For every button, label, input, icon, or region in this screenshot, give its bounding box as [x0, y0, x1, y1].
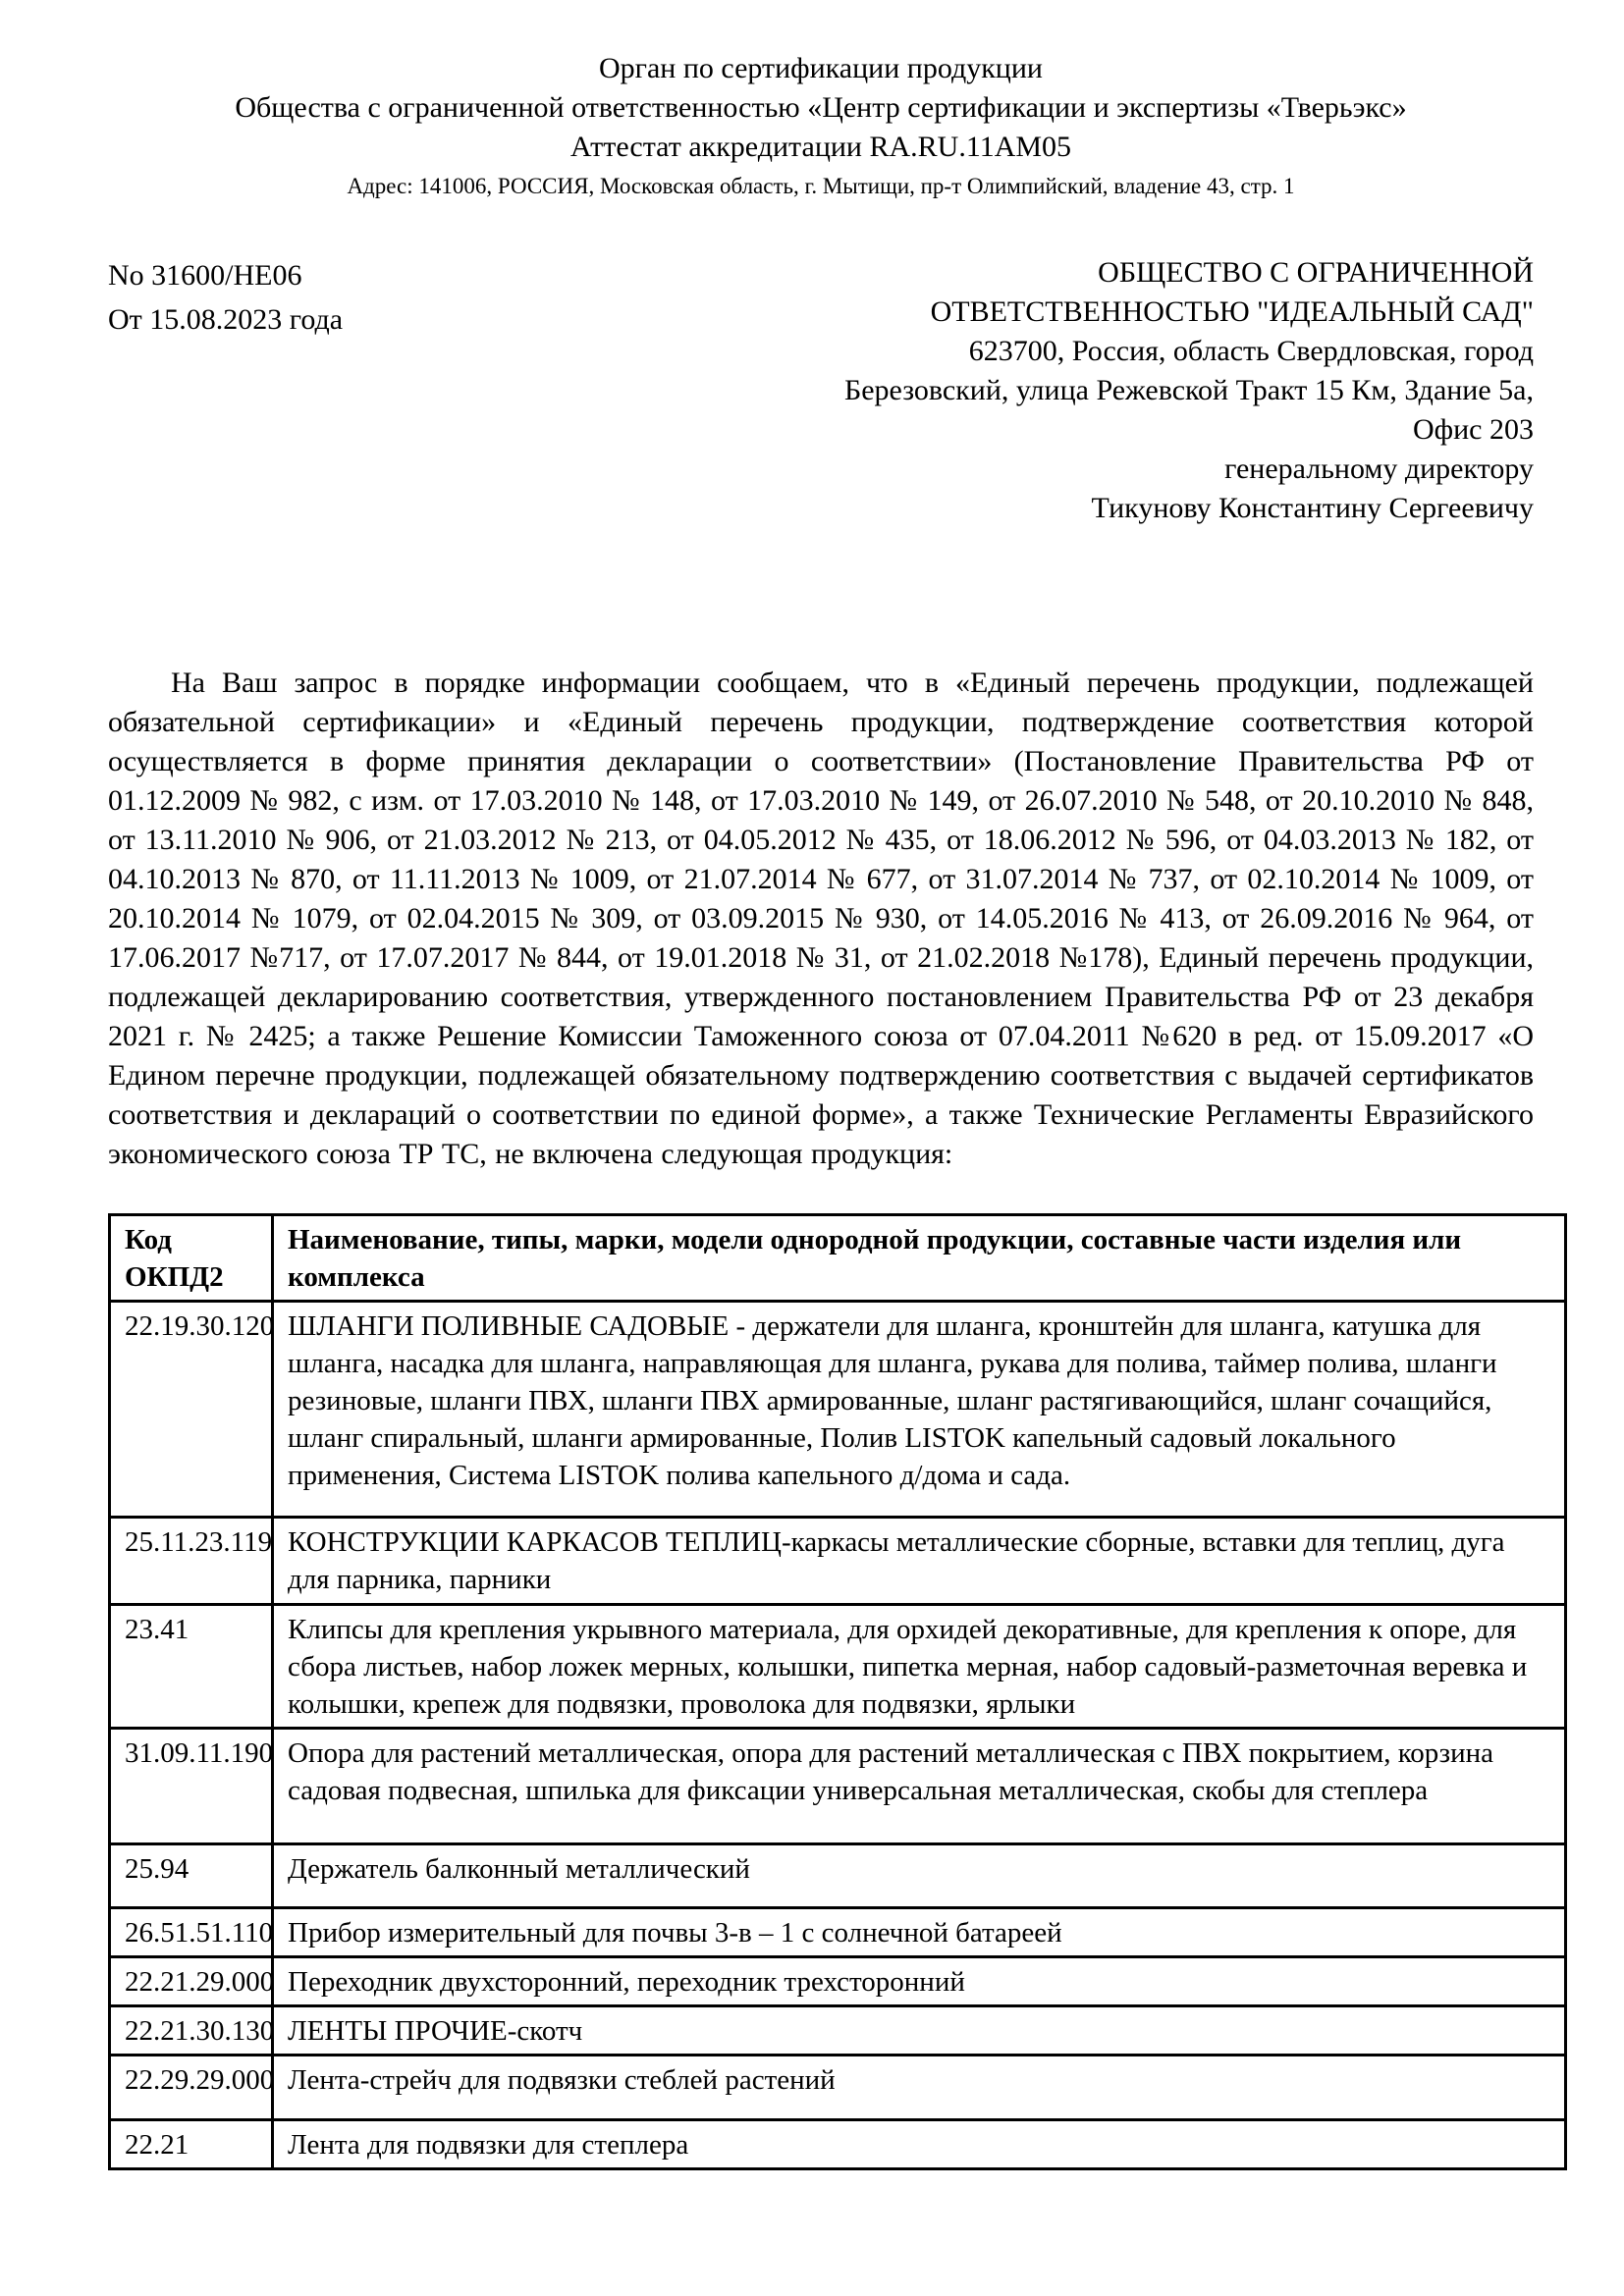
product-code: 25.11.23.119	[110, 1518, 273, 1605]
product-name: Переходник двухсторонний, переходник трехсторонний	[273, 1957, 1566, 2006]
letterhead-accreditation: Аттестат аккредитации RA.RU.11АМ05	[569, 131, 1072, 163]
recipient-line: Тикунову Константину Сергеевичу	[1091, 492, 1534, 524]
product-name: Прибор измерительный для почвы 3-в – 1 с солнечной батареей	[273, 1908, 1566, 1957]
product-name: Лента-стрейч для подвязки стеблей растений	[273, 2056, 1566, 2120]
product-code: 22.19.30.120	[110, 1302, 273, 1518]
column-header-code: Код ОКПД2	[110, 1215, 273, 1302]
product-code: 22.21.29.000	[110, 1957, 273, 2006]
product-name: ЛЕНТЫ ПРОЧИЕ-скотч	[273, 2006, 1566, 2056]
body-paragraph: На Ваш запрос в порядке информации сообщаем, что в «Единый перечень продукции, подлежащей обязательной сертификации» и «Единый перечень продукции, подтверждение соответствия которой осуществляется в форме принятия декларации о соответствии» (Постановление Правительства РФ от 01.12.2009 № 982, с изм. от 17.03.2010 № 148, от 17.03.2010 № 149, от 26.07.2010 № 548, от 20.10.2010 № 848, от 13.11.2010 № 906, от 21.03.2012 № 213, от 04.05.2012 № 435, от 18.06.2012 № 596, от 04.03.2013 № 182, от 04.10.2013 № 870, от 11.11.2013 № 1009, от 21.07.2014 № 677, от 31.07.2014 № 737, от 02.10.2014 № 1009, от 20.10.2014 № 1079, от 02.04.2015 № 309, от 03.09.2015 № 930, от 14.05.2016 № 413, от 26.09.2016 № 964, от 17.06.2017 №717, от 17.07.2017 № 844, от 19.01.2018 № 31, от 21.02.2018 №178), Единый перечень продукции, подлежащей декларированию соответствия, утвержденного постановлением Правительства РФ от 23 декабря 2021 г. № 2425; а также Решение Комиссии Таможенного союза от 07.04.2011 №620 в ред. от 15.09.2017 «О Едином перечне продукции, подлежащей обязательному подтверждению соответствия с выдачей сертификатов соответствия и деклараций о соответствии по единой форме», а также Технические Регламенты Евразийского экономического союза ТР ТС, не включена следующая продукция:	[108, 667, 1534, 1170]
product-code: 23.41	[110, 1605, 273, 1729]
recipient-line: Березовский, улица Режевской Тракт 15 Км, Здание 5а,	[843, 374, 1534, 406]
product-name: Опора для растений металлическая, опора для растений металлическая с ПВХ покрытием, корзина садовая подвесная, шпилька для фиксации универсальная металлическая, скобы для степлера	[273, 1729, 1566, 1844]
recipient-block	[461, 253, 1534, 528]
product-code: 31.09.11.190	[110, 1729, 273, 1844]
product-name: Лента для подвязки для степлера	[273, 2120, 1566, 2169]
table-row	[110, 2006, 1566, 2056]
recipient-line: 623700, Россия, область Свердловская, город	[968, 335, 1534, 367]
column-header-name: Наименование, типы, марки, модели однородной продукции, составные части изделия или комплекса	[273, 1215, 1566, 1302]
recipient-line: ОТВЕТСТВЕННОСТЬЮ "ИДЕАЛЬНЫЙ САД"	[930, 295, 1534, 328]
table-row	[110, 2056, 1566, 2120]
table-row	[110, 1908, 1566, 1957]
letterhead	[108, 49, 1534, 202]
product-code: 26.51.51.110	[110, 1908, 273, 1957]
reference-and-recipient	[108, 253, 1534, 528]
table-header-row	[110, 1215, 1566, 1302]
product-code: 22.29.29.000	[110, 2056, 273, 2120]
product-code: 22.21	[110, 2120, 273, 2169]
letterhead-org-type: Орган по сертификации продукции	[599, 52, 1043, 84]
product-code: 22.21.30.130	[110, 2006, 273, 2056]
table-row	[110, 1302, 1566, 1518]
recipient-line: ОБЩЕСТВО С ОГРАНИЧЕННОЙ	[1098, 256, 1534, 289]
product-name: ШЛАНГИ ПОЛИВНЫЕ САДОВЫЕ - держатели для шланга, кронштейн для шланга, катушка для шланга, насадка для шланга, направляющая для шланга, рукава для полива, таймер полива, шланги резиновые, шланги ПВХ, шланги ПВХ армированные, шланг растягивающийся, шланг сочащийся, шланг спиральный, шланги армированные, Полив LISTOK капельный садовый локального применения, Система LISTOK полива капельного д/дома и сада.	[273, 1302, 1566, 1518]
table-row	[110, 1729, 1566, 1844]
table-row	[110, 1605, 1566, 1729]
table-row	[110, 1518, 1566, 1605]
letterhead-address: Адрес: 141006, РОССИЯ, Московская область, г. Мытищи, пр-т Олимпийский, владение 43, стр. 1	[347, 174, 1295, 198]
product-name: Держатель балконный металлический	[273, 1844, 1566, 1908]
letter-number: No 31600/НЕ06	[108, 259, 302, 292]
product-table	[108, 1213, 1567, 2170]
table-row	[110, 1957, 1566, 2006]
recipient-line: Офис 203	[1413, 413, 1534, 446]
letter-date: От 15.08.2023 года	[108, 303, 344, 336]
recipient-line: генеральному директору	[1224, 453, 1534, 485]
product-code: 25.94	[110, 1844, 273, 1908]
reference-block	[108, 253, 461, 528]
product-name: Клипсы для крепления укрывного материала, для орхидей декоративные, для крепления к опоре, для сбора листьев, набор ложек мерных, колышки, пипетка мерная, набор садовый-разметочная веревка и колышки, крепеж для подвязки, проволока для подвязки, ярлыки	[273, 1605, 1566, 1729]
table-row	[110, 2120, 1566, 2169]
table-row	[110, 1844, 1566, 1908]
letterhead-org-name: Общества с ограниченной ответственностью «Центр сертификации и экспертизы «Тверьэкс»	[235, 91, 1407, 124]
product-name: КОНСТРУКЦИИ КАРКАСОВ ТЕПЛИЦ-каркасы металлические сборные, вставки для теплиц, дуга для парника, парники	[273, 1518, 1566, 1605]
